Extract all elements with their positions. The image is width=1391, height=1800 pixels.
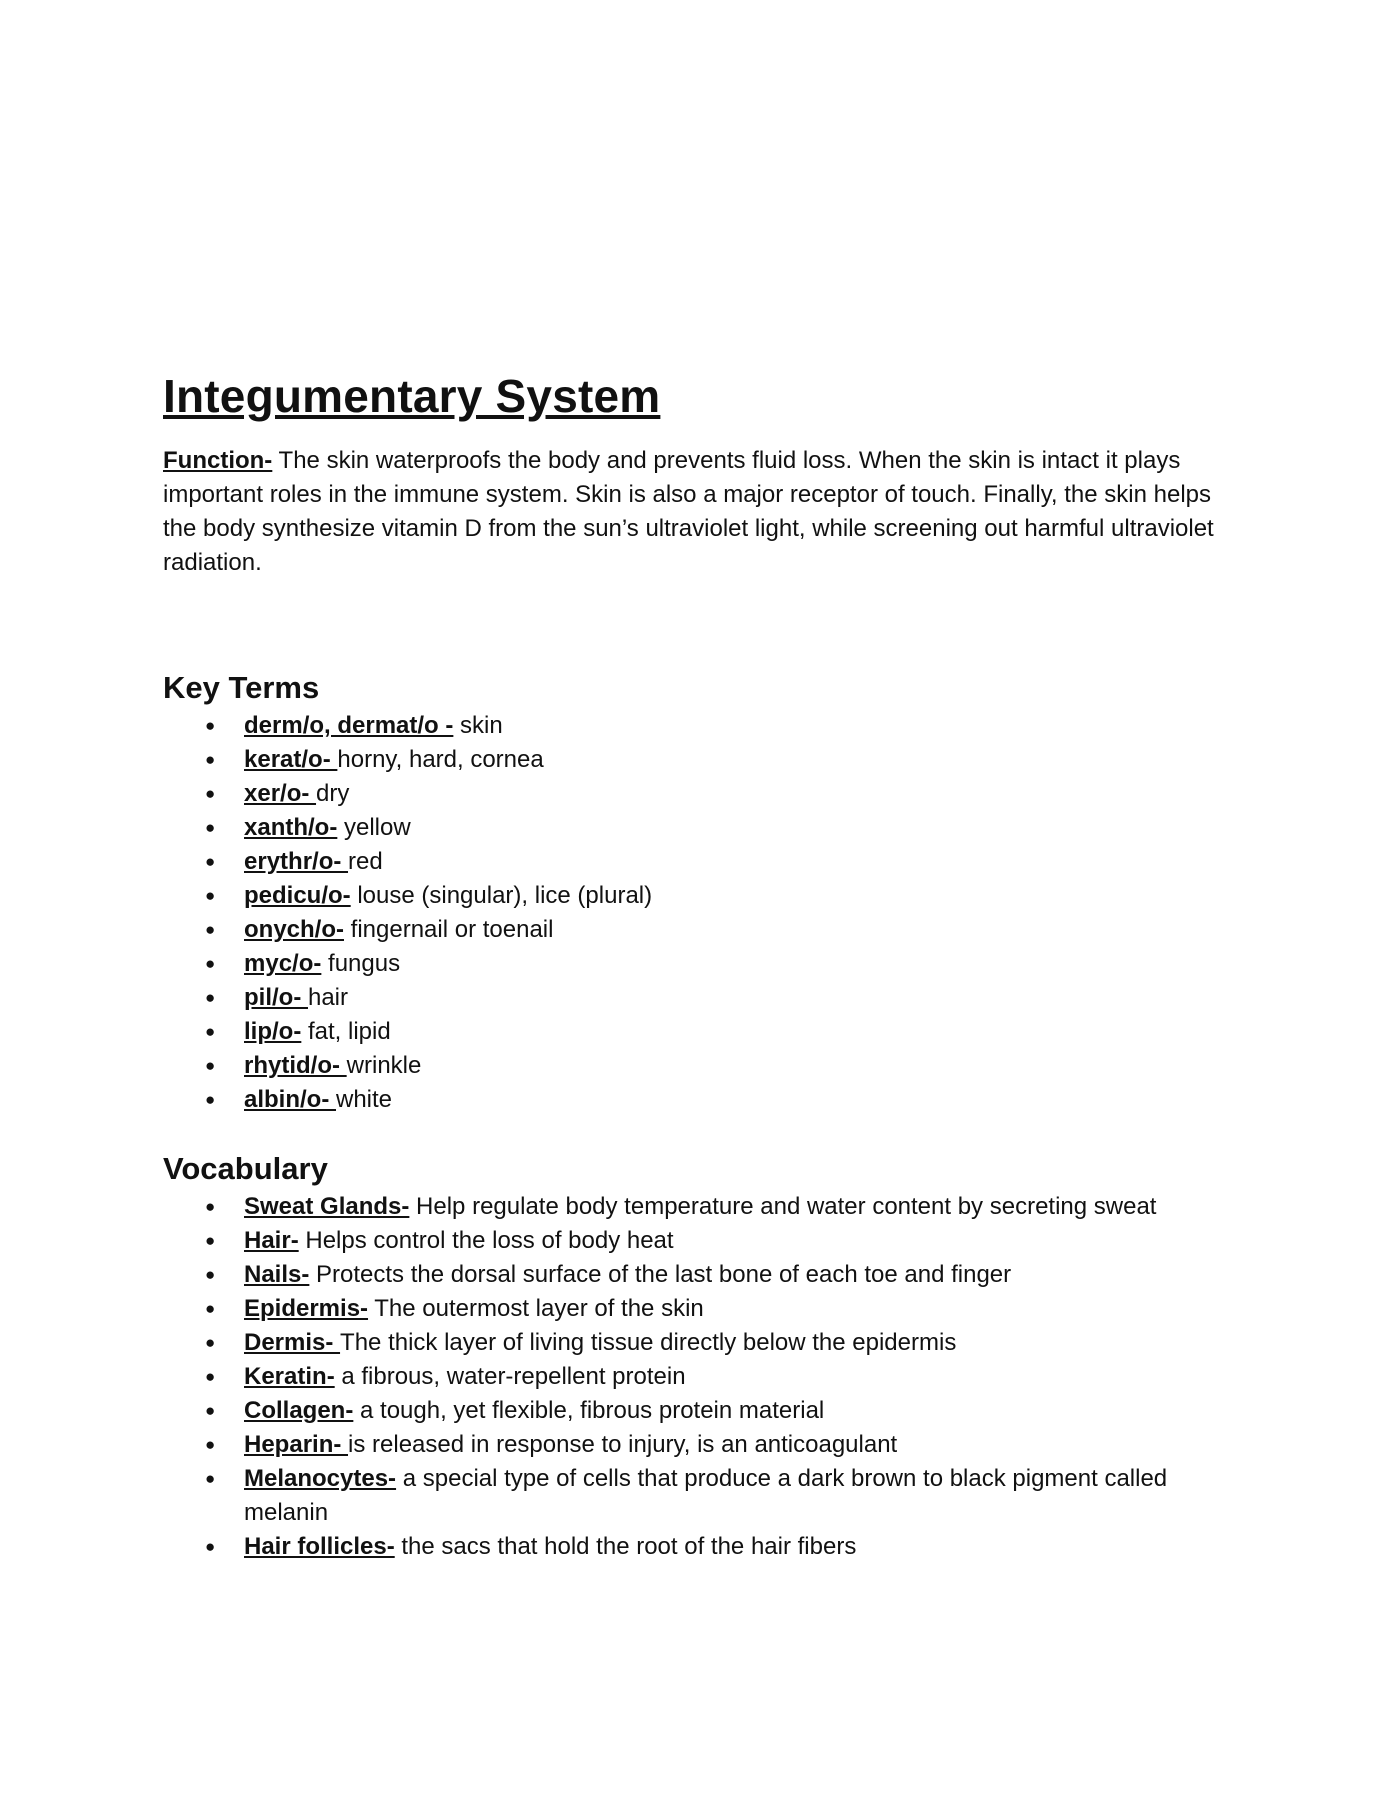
key-term-item <box>163 913 1233 947</box>
vocabulary-item <box>163 1292 1233 1326</box>
term-definition: a fibrous, water-repellent protein <box>334 1363 686 1390</box>
term-definition: white <box>336 1086 393 1113</box>
term-label: Hair- <box>244 1227 299 1254</box>
term-label: onych/o- <box>244 916 344 943</box>
bullet-icon: ● <box>205 1367 216 1386</box>
term-label: albin/o- <box>244 1086 336 1113</box>
term-label: myc/o- <box>244 950 322 977</box>
term-definition: skin <box>453 712 503 739</box>
key-term-item <box>163 845 1233 879</box>
key-term-item <box>163 981 1233 1015</box>
key-terms-list <box>163 709 1233 1117</box>
vocabulary-item <box>163 1530 1233 1564</box>
vocabulary-item <box>163 1428 1233 1462</box>
bullet-icon: ● <box>205 1435 216 1454</box>
vocabulary-heading: Vocabulary <box>163 1151 328 1186</box>
vocabulary-item <box>163 1462 1233 1530</box>
bullet-icon: ● <box>205 920 216 939</box>
bullet-icon: ● <box>205 886 216 905</box>
page-title: Integumentary System <box>163 370 661 422</box>
term-label: Hair follicles- <box>244 1533 395 1560</box>
term-definition: Helps control the loss of body heat <box>298 1227 674 1254</box>
function-label: Function- <box>163 447 273 474</box>
bullet-icon: ● <box>205 852 216 871</box>
term-definition: Help regulate body temperature and water content by secreting sweat <box>409 1193 1157 1220</box>
term-label: Keratin- <box>244 1363 335 1390</box>
function-paragraph <box>163 444 1233 580</box>
term-definition: red <box>348 848 383 875</box>
bullet-icon: ● <box>205 1022 216 1041</box>
vocabulary-item <box>163 1258 1233 1292</box>
term-definition: dry <box>316 780 350 807</box>
term-label: Heparin- <box>244 1431 349 1458</box>
key-term-item <box>163 1049 1233 1083</box>
bullet-icon: ● <box>205 1265 216 1284</box>
term-definition: wrinkle <box>346 1052 422 1079</box>
term-definition: the sacs that hold the root of the hair fibers <box>394 1533 857 1560</box>
key-terms-heading: Key Terms <box>163 670 320 705</box>
bullet-icon: ● <box>205 1401 216 1420</box>
bullet-icon: ● <box>205 1056 216 1075</box>
term-label: pedicu/o- <box>244 882 351 909</box>
bullet-icon: ● <box>205 1197 216 1216</box>
bullet-icon: ● <box>205 1299 216 1318</box>
vocabulary-list <box>163 1190 1233 1564</box>
term-label: rhytid/o- <box>244 1052 347 1079</box>
term-definition: fungus <box>321 950 401 977</box>
term-label: erythr/o- <box>244 848 349 875</box>
key-term-item <box>163 1083 1233 1117</box>
term-label: lip/o- <box>244 1018 302 1045</box>
term-label: Nails- <box>244 1261 310 1288</box>
term-definition: The thick layer of living tissue directly below the epidermis <box>340 1329 957 1356</box>
term-definition: a special type of cells that produce a dark brown to black pigment called melanin <box>244 1465 1168 1526</box>
term-definition: fat, lipid <box>301 1018 391 1045</box>
term-label: Sweat Glands- <box>244 1193 410 1220</box>
vocabulary-item <box>163 1360 1233 1394</box>
bullet-icon: ● <box>205 1090 216 1109</box>
term-definition: The outermost layer of the skin <box>368 1295 704 1322</box>
key-term-item <box>163 743 1233 777</box>
vocabulary-item <box>163 1224 1233 1258</box>
term-label: Epidermis- <box>244 1295 369 1322</box>
term-label: xanth/o- <box>244 814 338 841</box>
term-label: kerat/o- <box>244 746 338 773</box>
key-term-item <box>163 709 1233 743</box>
function-text: The skin waterproofs the body and prevents fluid loss. When the skin is intact it plays important roles in the immune system. Skin is also a major receptor of touch. Finally, the skin helps the body synthesize vitamin D from the sun’s ultraviolet light, while screening out harmful ultraviolet radiation. <box>163 447 1214 576</box>
bullet-icon: ● <box>205 716 216 735</box>
bullet-icon: ● <box>205 988 216 1007</box>
term-label: Melanocytes- <box>244 1465 397 1492</box>
term-label: derm/o, dermat/o - <box>244 712 454 739</box>
vocabulary-item <box>163 1326 1233 1360</box>
key-term-item <box>163 1015 1233 1049</box>
bullet-icon: ● <box>205 1333 216 1352</box>
vocabulary-item <box>163 1394 1233 1428</box>
term-label: Collagen- <box>244 1397 354 1424</box>
term-label: pil/o- <box>244 984 308 1011</box>
term-label: Dermis- <box>244 1329 341 1356</box>
bullet-icon: ● <box>205 1231 216 1250</box>
term-definition: hair <box>307 984 349 1011</box>
term-definition: fingernail or toenail <box>344 916 554 943</box>
bullet-icon: ● <box>205 784 216 803</box>
term-definition: horny, hard, cornea <box>337 746 544 773</box>
bullet-icon: ● <box>205 1469 216 1488</box>
key-term-item <box>163 811 1233 845</box>
bullet-icon: ● <box>205 818 216 837</box>
term-definition: a tough, yet flexible, fibrous protein material <box>353 1397 825 1424</box>
term-definition: louse (singular), lice (plural) <box>350 882 653 909</box>
vocabulary-item <box>163 1190 1233 1224</box>
document-page <box>163 368 1233 1564</box>
term-definition: Protects the dorsal surface of the last bone of each toe and finger <box>309 1261 1012 1288</box>
key-term-item <box>163 777 1233 811</box>
term-definition: is released in response to injury, is an anticoagulant <box>348 1431 898 1458</box>
bullet-icon: ● <box>205 1537 216 1556</box>
key-term-item <box>163 947 1233 981</box>
term-label: xer/o- <box>244 780 317 807</box>
bullet-icon: ● <box>205 954 216 973</box>
term-definition: yellow <box>337 814 411 841</box>
key-term-item <box>163 879 1233 913</box>
bullet-icon: ● <box>205 750 216 769</box>
